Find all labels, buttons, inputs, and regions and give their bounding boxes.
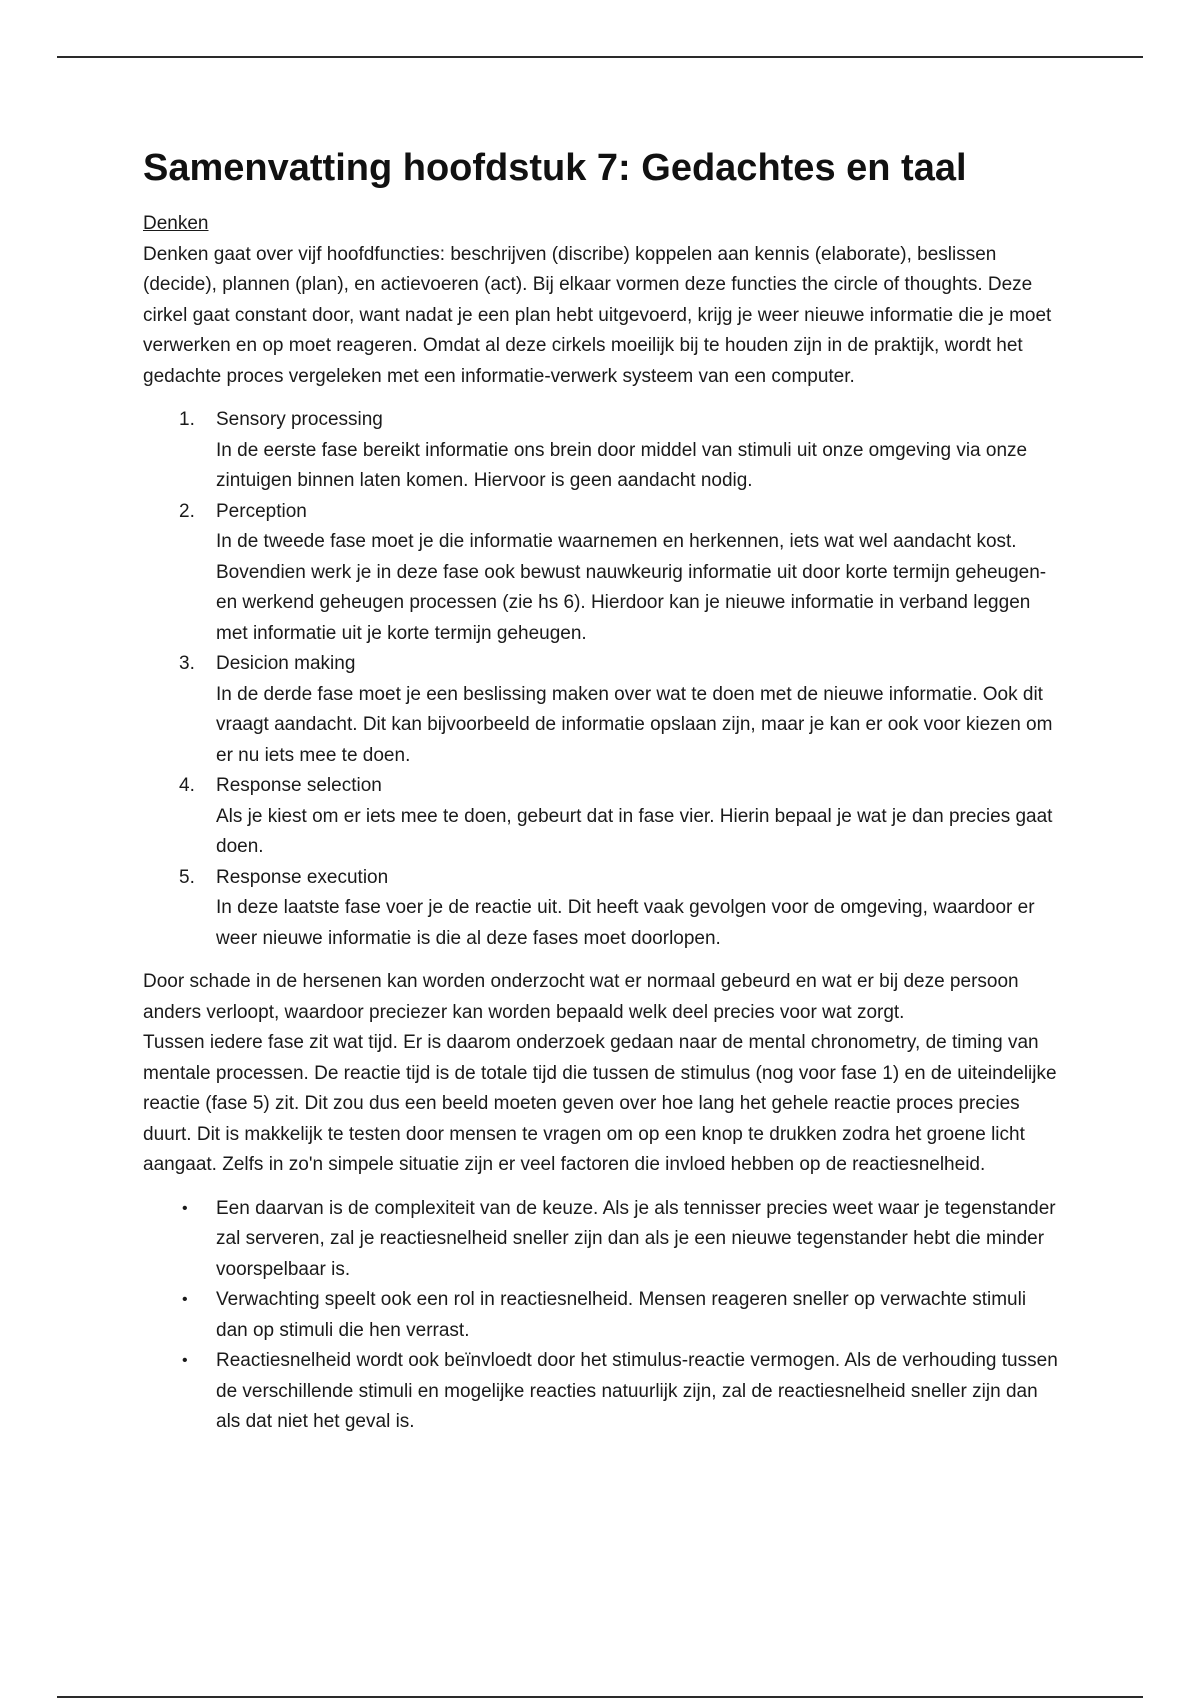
intro-paragraph: Denken gaat over vijf hoofdfuncties: beschrijven (discribe) koppelen aan kennis (elaborate), beslissen (decide), plannen (plan), en actievoeren (act). Bij elkaar vormen deze functies the circle of thoughts. Deze cirkel gaat constant door, want nadat je een plan hebt uitgevoerd, krijg je weer nieuwe informatie die je moet verwerken en op moet reageren. Omdat al deze cirkels moeilijk bij te houden zijn in de praktijk, wordt het gedachte proces vergeleken met een informatie-verwerk systeem van een computer. <box>143 243 1052 387</box>
damage-paragraph: Door schade in de hersenen kan worden onderzocht wat er normaal gebeurd en wat er bij deze persoon anders verloopt, waardoor preciezer kan worden bepaald welk deel precies voor wat zorgt. <box>143 971 1019 1023</box>
list-item <box>143 1346 1063 1438</box>
phase-description: In deze laatste fase voer je de reactie uit. Dit heeft vaak gevolgen voor de omgeving, waardoor er weer nieuwe informatie is die al deze fases moet doorlopen. <box>216 897 1035 949</box>
document-title: Samenvatting hoofdstuk 7: Gedachtes en taal <box>143 147 967 189</box>
phase-description: Als je kiest om er iets mee te doen, gebeurt dat in fase vier. Hierin bepaal je wat je dan precies gaat doen. <box>216 805 1053 857</box>
list-item <box>143 771 1063 863</box>
phase-title: Response execution <box>216 866 389 888</box>
document-body <box>143 145 1063 1451</box>
section-heading: Denken <box>143 213 209 234</box>
phase-title: Perception <box>216 500 307 522</box>
bullet-icon: • <box>182 1352 188 1369</box>
list-number: 3. <box>179 653 195 674</box>
list-number: 4. <box>179 775 195 796</box>
phase-title: Desicion making <box>216 653 356 674</box>
timing-paragraph: Tussen iedere fase zit wat tijd. Er is daarom onderzoek gedaan naar de mental chronometry, de timing van mentale processen. De reactie tijd is de totale tijd die tussen de stimulus (nog voor fase 1) en de uiteindelijke reactie (fase 5) zit. Dit zou dus een beeld moeten geven over hoe lang het gehele reactie proces precies duurt. Dit is makkelijk te testen door mensen te vragen om op een knop te drukken zodra het groene licht aangaat. Zelfs in zo'n simpele situatie zijn er veel factoren die invloed hebben op de reactiesnelheid. <box>143 1032 1057 1175</box>
page-top-rule <box>57 56 1143 58</box>
list-item <box>143 405 1063 497</box>
phase-description: In de derde fase moet je een beslissing maken over wat te doen met de nieuwe informatie. Ook dit vraagt aandacht. Dit kan bijvoorbeeld de informatie opslaan zijn, maar je kan er ook voor kiezen om er nu iets mee te doen. <box>216 683 1053 766</box>
phase-title: Sensory processing <box>216 409 383 430</box>
list-number: 2. <box>179 500 195 522</box>
list-item <box>143 497 1063 650</box>
bullet-icon: • <box>182 1199 188 1217</box>
list-number: 1. <box>179 409 195 430</box>
factor-text: Verwachting speelt ook een rol in reactiesnelheid. Mensen reageren sneller op verwachte stimuli dan op stimuli die hen verrast. <box>216 1289 1027 1341</box>
list-item <box>143 649 1063 771</box>
factor-text: Reactiesnelheid wordt ook beïnvloedt door het stimulus-reactie vermogen. Als de verhouding tussen de verschillende stimuli en mogelijke reacties natuurlijk zijn, zal de reactiesnelheid sneller zijn dan als dat niet het geval is. <box>216 1350 1058 1432</box>
bullet-icon: • <box>182 1291 188 1308</box>
list-item <box>143 863 1063 955</box>
factors-list <box>143 1194 1063 1438</box>
list-item <box>143 1285 1063 1346</box>
factor-text: Een daarvan is de complexiteit van de keuze. Als je als tennisser precies weet waar je tegenstander zal serveren, zal je reactiesnelheid sneller zijn dan als je een nieuwe tegenstander hebt die minder voorspelbaar is. <box>216 1197 1056 1280</box>
page-bottom-rule <box>57 1696 1143 1698</box>
list-item <box>143 1194 1063 1286</box>
phase-title: Response selection <box>216 775 382 796</box>
phase-description: In de eerste fase bereikt informatie ons brein door middel van stimuli uit onze omgeving via onze zintuigen binnen laten komen. Hiervoor is geen aandacht nodig. <box>216 439 1028 491</box>
phase-description: In de tweede fase moet je die informatie waarnemen en herkennen, iets wat wel aandacht kost. Bovendien werk je in deze fase ook bewust nauwkeurig informatie uit door korte termijn geheugen- en werkend geheugen processen (zie hs 6). Hierdoor kan je nieuwe informatie in verband leggen met informatie uit je korte termijn geheugen. <box>216 531 1047 644</box>
phases-list <box>143 405 1063 954</box>
list-number: 5. <box>179 866 195 888</box>
